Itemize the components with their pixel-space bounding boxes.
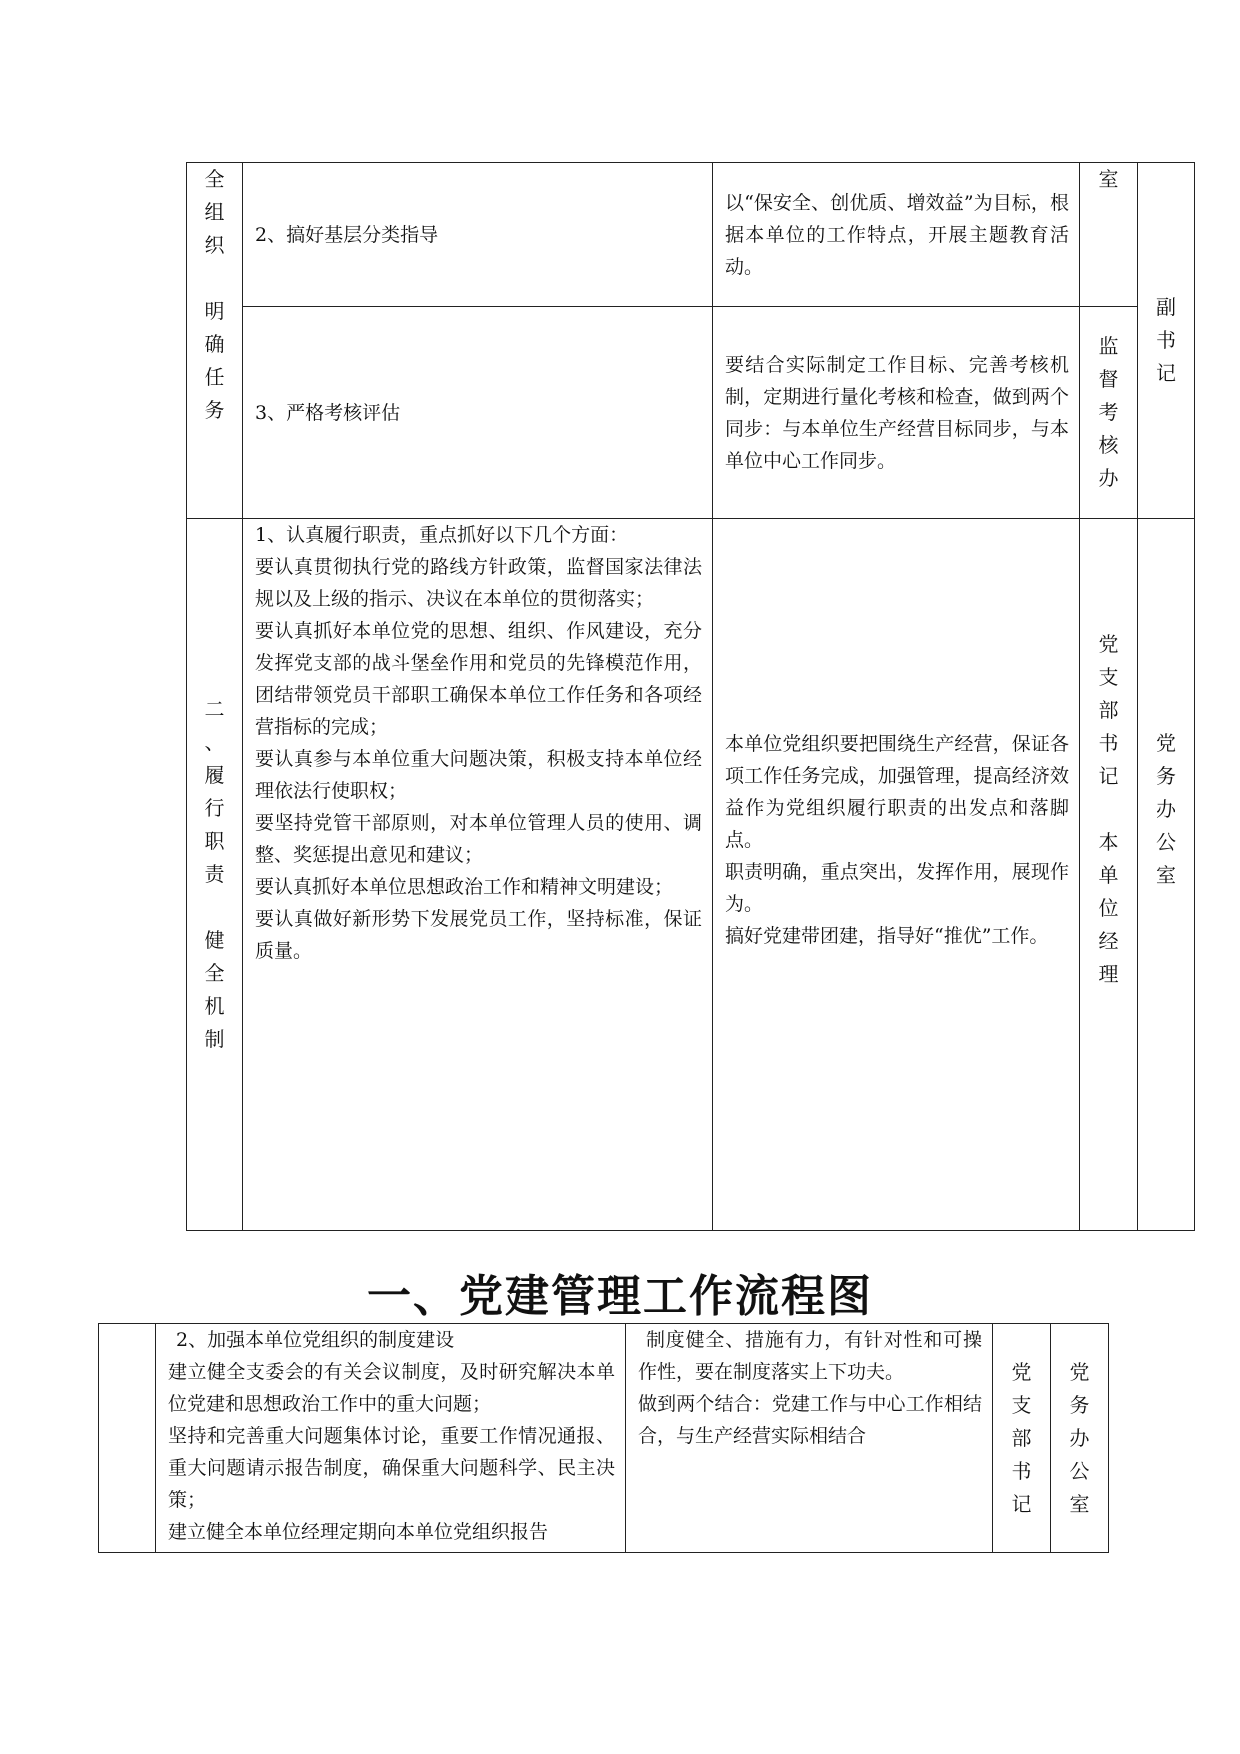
bottom-leader: 党 务 办 公 室	[1069, 1359, 1090, 1516]
section1-row3-item-cell	[243, 307, 713, 519]
section1-row2-requirement: 以“保安全、创优质、增效益”为目标，根据本单位的工作特点，开展主题教育活动。	[725, 191, 1069, 278]
section2-category-cell	[187, 519, 243, 1231]
section2-requirement: 本单位党组织要把围绕生产经营，保证各项工作任务完成，加强管理，提高经济效益作为党组织履行职责的出发点和落脚点。	[725, 732, 1069, 851]
bottom-requirements	[626, 1324, 992, 1452]
bottom-requirement: 做到两个结合：党建工作与中心工作相结合，与生产经营实际相结合	[638, 1393, 982, 1447]
section2-items-cell	[243, 519, 713, 1231]
responsibility-table-bottom	[98, 1323, 1109, 1553]
bottom-requirement: 制度健全、措施有力，有针对性和可操作性，要在制度落实上下功夫。	[638, 1329, 982, 1383]
section2-responsible: 党 支 部 书 记 本 单 位 经 理	[1098, 632, 1119, 986]
section2-requirement: 职责明确，重点突出，发挥作用，展现作为。	[725, 860, 1069, 915]
section2-leader-cell	[1138, 519, 1195, 1231]
section2-item: 要坚持党管干部原则，对本单位管理人员的使用、调整、奖惩提出意见和建议；	[255, 812, 702, 866]
responsibility-table-top	[186, 162, 1195, 1231]
bottom-item: 建立健全本单位经理定期向本单位党组织报告	[168, 1521, 549, 1543]
section2-responsible-cell	[1080, 519, 1138, 1231]
section1-row2-item: 2、搞好基层分类指导	[255, 223, 439, 246]
section1-row3-item: 3、严格考核评估	[255, 401, 401, 424]
section1-row2-responsible-cell	[1080, 163, 1138, 307]
section2-item: 要认真参与本单位重大问题决策，积极支持本单位经理依法行使职权；	[255, 748, 702, 802]
section2-item: 要认真贯彻执行党的路线方针政策，监督国家法律法规以及上级的指示、决议在本单位的贯彻落实；	[255, 556, 702, 610]
section2-item: 要认真抓好本单位党的思想、组织、作风建设，充分发挥党支部的战斗堡垒作用和党员的先锋模范作用，团结带领党员干部职工确保本单位工作任务和各项经营指标的完成；	[255, 620, 702, 738]
section2-item: 要认真做好新形势下发展党员工作，坚持标准，保证质量。	[255, 908, 702, 962]
bottom-requirements-cell	[626, 1324, 993, 1553]
section1-row3-requirement-cell	[713, 307, 1080, 519]
section1-row2-item-cell	[243, 163, 713, 307]
bottom-items-cell	[156, 1324, 626, 1553]
section2-category: 二 、 履 行 职 责 健 全 机 制	[204, 697, 225, 1051]
section1-row2-requirement-cell	[713, 163, 1080, 307]
section1-category-cell	[187, 163, 243, 519]
section1-row3-requirement: 要结合实际制定工作目标、完善考核机制，定期进行量化考核和检查，做到两个同步：与本单位生产经营目标同步，与本单位中心工作同步。	[725, 353, 1069, 472]
section2-requirement: 搞好党建带团建，指导好“推优”工作。	[725, 924, 1049, 947]
section2-leader: 党 务 办 公 室	[1156, 731, 1176, 887]
section1-row3-responsible-cell	[1080, 307, 1138, 519]
section2-item: 1、认真履行职责，重点抓好以下几个方面：	[255, 524, 629, 546]
section1-leader: 副 书 记	[1156, 295, 1176, 385]
section1-row3-responsible: 监 督 考 核 办	[1098, 334, 1119, 490]
section1-row2-responsible: 室	[1098, 167, 1119, 191]
section1-category: 全 组 织 明 确 任 务	[204, 167, 225, 422]
page-heading: 一、党建管理工作流程图	[367, 1271, 873, 1322]
bottom-item: 2、加强本单位党组织的制度建设	[176, 1329, 455, 1351]
section1-leader-cell	[1138, 163, 1195, 519]
bottom-items	[156, 1324, 625, 1548]
bottom-item: 建立健全支委会的有关会议制度，及时研究解决本单位党建和思想政治工作中的重大问题；	[168, 1361, 615, 1415]
bottom-item: 坚持和完善重大问题集体讨论，重要工作情况通报、重大问题请示报告制度，确保重大问题科学、民主决策；	[168, 1425, 615, 1511]
bottom-leader-cell	[1051, 1324, 1109, 1553]
section2-requirements-cell	[713, 519, 1080, 1231]
section2-item: 要认真抓好本单位思想政治工作和精神文明建设；	[255, 876, 674, 898]
section2-items	[243, 519, 712, 967]
bottom-responsible-cell	[993, 1324, 1051, 1553]
bottom-responsible: 党 支 部 书 记	[1011, 1359, 1032, 1516]
bottom-category-cell	[99, 1324, 156, 1553]
section2-requirements	[713, 728, 1079, 952]
